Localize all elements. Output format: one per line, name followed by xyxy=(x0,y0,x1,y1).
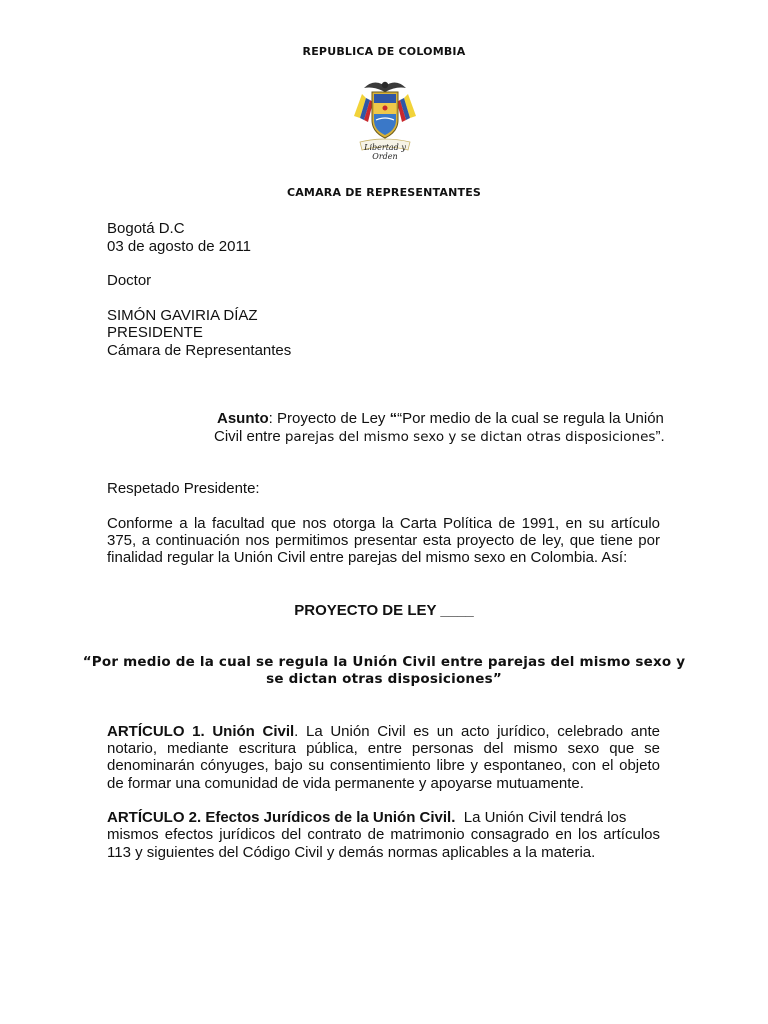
article-2-line-1 xyxy=(107,809,660,827)
letter-city: Bogotá D.C xyxy=(107,220,185,237)
article-1-line-1 xyxy=(107,723,660,741)
salutation-title: Doctor xyxy=(107,272,152,289)
chamber-heading: CAMARA DE REPRESENTANTES xyxy=(286,186,482,199)
subject-text-a: : Proyecto de Ley xyxy=(268,410,390,427)
intro-line-1: Conforme a la facultad que nos otorga la Carta Política de 1991, en su artículo xyxy=(107,515,660,532)
article-1-line-4: de formar una comunidad de vida permanente y apoyarse mutuamente. xyxy=(107,775,584,792)
subject-label: Asunto xyxy=(217,410,269,427)
intro-line-3: finalidad regular la Unión Civil entre parejas del mismo sexo en Colombia. Así: xyxy=(107,549,628,566)
bill-title-line-2: se dictan otras disposiciones” xyxy=(266,671,502,687)
bill-title-line-1: “Por medio de la cual se regula la Unión Civil entre parejas del mismo sexo y xyxy=(82,654,686,670)
article-1-heading: ARTÍCULO 1. Unión Civil xyxy=(107,723,295,740)
article-2-heading: ARTÍCULO 2. Efectos Jurídicos de la Unión Civil. xyxy=(107,809,456,826)
recipient-role: PRESIDENTE xyxy=(107,324,203,341)
subject-line-2 xyxy=(214,428,665,447)
greeting: Respetado Presidente: xyxy=(107,480,260,497)
article-1-text: . La Unión Civil es un acto jurídico, celebrado ante xyxy=(294,723,660,740)
article-1-line-3: denominarán cónyuges, bajo su consentimiento libre y espontaneo, con el objeto xyxy=(107,757,660,774)
intro-line-2: 375, a continuación nos permitimos presentar esta proyecto de ley, que tiene por xyxy=(107,532,660,549)
article-1-line-2: notario, mediante escritura pública, entre personas del mismo sexo que se xyxy=(107,740,660,757)
bill-heading: PROYECTO DE LEY ____ xyxy=(294,602,474,619)
subject-text-e: ”. xyxy=(655,428,665,445)
subject-text-b: “Por medio de la cual se regula la Unión xyxy=(397,410,664,427)
subject-quote-open: “ xyxy=(389,410,398,427)
recipient-org: Cámara de Representantes xyxy=(107,342,292,359)
country-heading: REPUBLICA DE COLOMBIA xyxy=(302,45,466,58)
seal-motto: Libertad y Orden xyxy=(364,143,406,161)
letter-date: 03 de agosto de 2011 xyxy=(107,238,252,255)
recipient-name: SIMÓN GAVIRIA DÍAZ xyxy=(107,307,258,324)
subject-text-c: Civil entre xyxy=(214,428,285,445)
article-2-line-3: 113 y siguientes del Código Civil y demás normas aplicables a la materia. xyxy=(107,844,596,861)
article-2-text: La Unión Civil tendrá los xyxy=(455,809,627,826)
subject-line-1 xyxy=(217,410,664,428)
article-2-line-2: mismos efectos jurídicos del contrato de matrimonio consagrado en los artículos xyxy=(107,826,660,843)
subject-text-d: parejas del mismo sexo y se dictan otras disposiciones xyxy=(284,429,656,445)
